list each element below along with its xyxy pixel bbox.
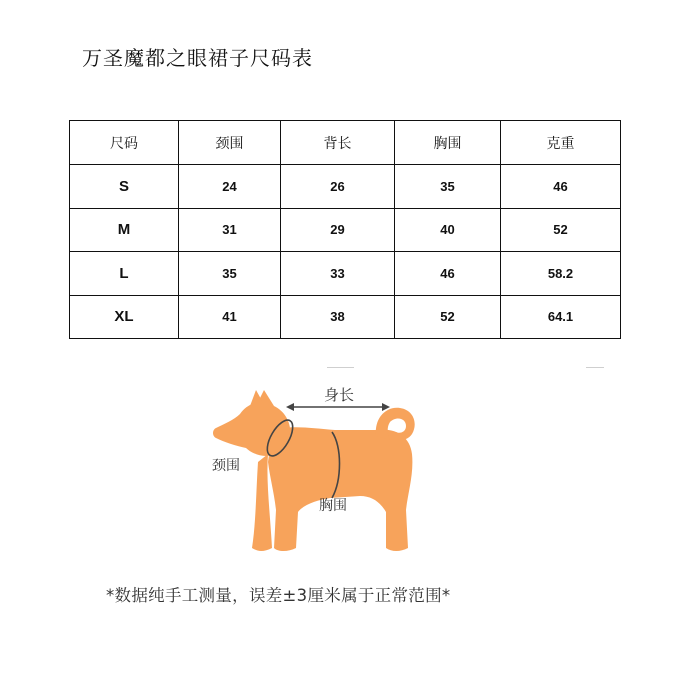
weight-cell: 58.2 bbox=[501, 252, 621, 296]
dog-silhouette-icon bbox=[213, 390, 415, 551]
table-header-row bbox=[70, 121, 621, 165]
dog-body bbox=[268, 427, 412, 551]
neck-label: 颈围 bbox=[212, 458, 240, 474]
chest-label: 胸围 bbox=[319, 498, 347, 514]
size-cell: L bbox=[70, 252, 179, 296]
chest-cell: 52 bbox=[395, 295, 501, 339]
table-row bbox=[70, 295, 621, 339]
divider-right bbox=[586, 367, 604, 368]
measurement-note: *数据纯手工测量，误差±3厘米属于正常范围* bbox=[106, 586, 451, 605]
chest-cell: 35 bbox=[395, 165, 501, 209]
dog-tail bbox=[376, 408, 415, 440]
page-title: 万圣魔都之眼裙子尺码表 bbox=[82, 46, 313, 70]
header-weight: 克重 bbox=[501, 121, 621, 165]
table-row bbox=[70, 252, 621, 296]
neck-cell: 41 bbox=[179, 295, 281, 339]
table-row bbox=[70, 208, 621, 252]
table-row bbox=[70, 165, 621, 209]
body-length-label: 身长 bbox=[324, 386, 355, 404]
back-length-cell: 26 bbox=[281, 165, 395, 209]
weight-cell: 64.1 bbox=[501, 295, 621, 339]
size-cell: XL bbox=[70, 295, 179, 339]
weight-cell: 46 bbox=[501, 165, 621, 209]
neck-cell: 31 bbox=[179, 208, 281, 252]
neck-cell: 35 bbox=[179, 252, 281, 296]
neck-cell: 24 bbox=[179, 165, 281, 209]
dog-measurement-diagram bbox=[200, 362, 440, 562]
header-chest: 胸围 bbox=[395, 121, 501, 165]
header-neck: 颈围 bbox=[179, 121, 281, 165]
weight-cell: 52 bbox=[501, 208, 621, 252]
dog-head bbox=[213, 390, 290, 456]
size-cell: S bbox=[70, 165, 179, 209]
header-size: 尺码 bbox=[70, 121, 179, 165]
size-cell: M bbox=[70, 208, 179, 252]
length-arrow-left-icon bbox=[286, 403, 294, 411]
header-back-length: 背长 bbox=[281, 121, 395, 165]
back-length-cell: 33 bbox=[281, 252, 395, 296]
back-length-cell: 29 bbox=[281, 208, 395, 252]
chest-cell: 40 bbox=[395, 208, 501, 252]
chest-cell: 46 bbox=[395, 252, 501, 296]
size-chart-table bbox=[69, 120, 621, 339]
back-length-cell: 38 bbox=[281, 295, 395, 339]
